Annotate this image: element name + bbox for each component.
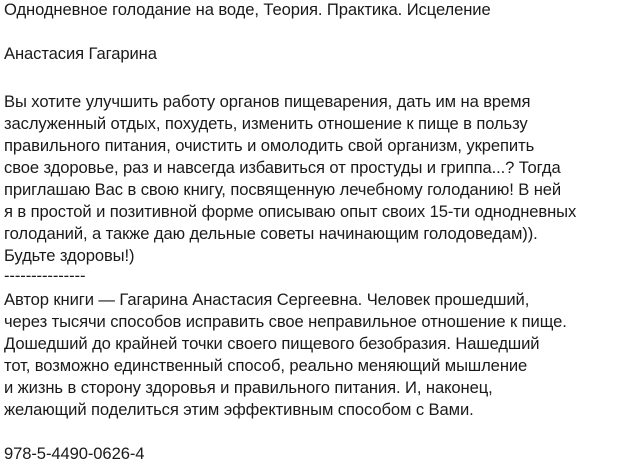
about-author-line: желающий поделиться этим эффективным способом с Вами. xyxy=(4,400,474,419)
description-line: заслуженный отдых, похудеть, изменить отношение к пище в пользу xyxy=(4,114,528,133)
description-line: правильного питания, очистить и омолодить свой организм, укрепить xyxy=(4,136,535,155)
description-line: свое здоровье, раз и навсегда избавиться от простуды и гриппа...? Тогда xyxy=(4,158,561,177)
book-description-page xyxy=(4,0,628,462)
about-author-line: тот, возможно единственный способ, реально меняющий мышление xyxy=(4,356,528,375)
section-separator: --------------- xyxy=(4,266,86,285)
description-line: голоданий, а также даю дельные советы начинающим голодоведам)). xyxy=(4,224,538,243)
description-line: Будьте здоровы!) xyxy=(4,246,135,265)
about-author-line: через тысячи способов исправить свое неправильное отношение к пище. xyxy=(4,312,567,331)
description-line: приглашаю Вас в свою книгу, посвященную лечебному голоданию! В ней xyxy=(4,180,562,199)
about-author-line: и жизнь в сторону здоровья и правильного питания. И, наконец, xyxy=(4,378,493,397)
description-line: Вы хотите улучшить работу органов пищеварения, дать им на время xyxy=(4,92,531,111)
about-author-line: Автор книги — Гагарина Анастасия Сергеевна. Человек прошедший, xyxy=(4,290,530,309)
about-author-line: Дошедший до крайней точки своего пищевого безобразия. Нашедший xyxy=(4,334,540,353)
isbn: 978-5-4490-0626-4 xyxy=(4,444,145,463)
book-author: Анастасия Гагарина xyxy=(4,44,157,63)
description-line: я в простой и позитивной форме описываю опыт своих 15-ти однодневных xyxy=(4,202,577,221)
book-title: Однодневное голодание на воде, Теория. Практика. Исцеление xyxy=(4,0,491,19)
